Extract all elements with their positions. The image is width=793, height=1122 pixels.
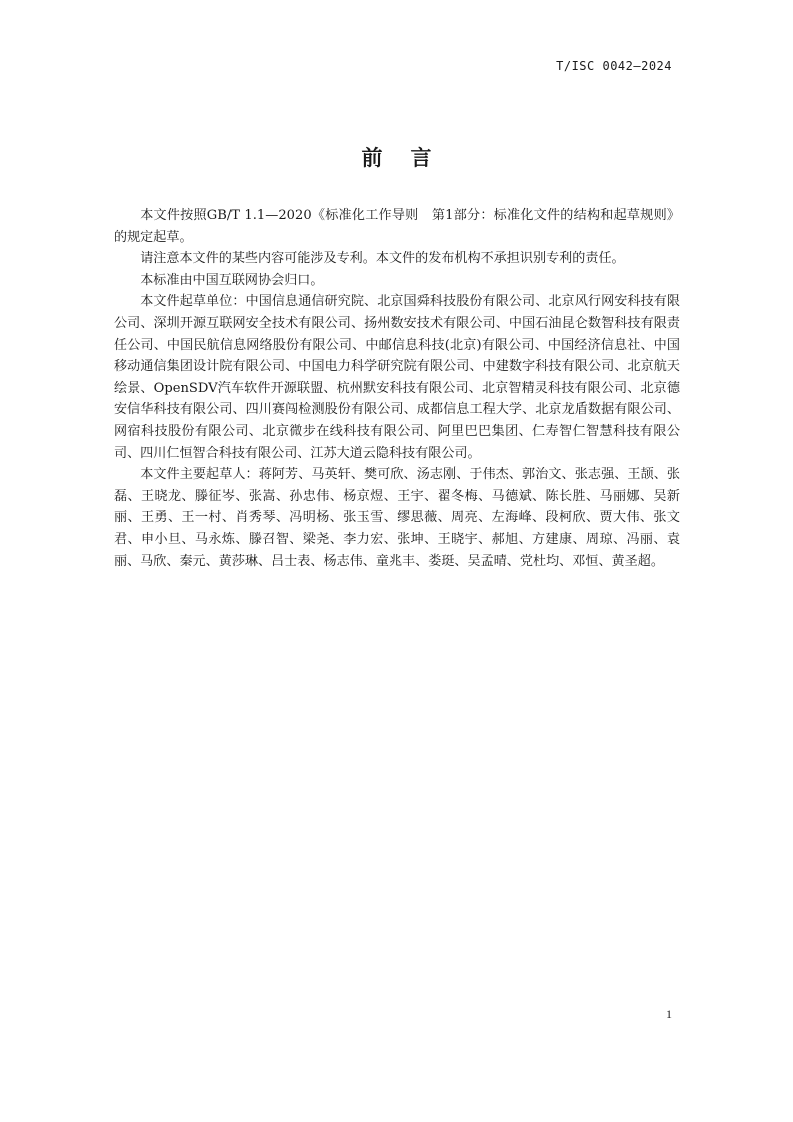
paragraph-drafting-organizations: 本文件起草单位：中国信息通信研究院、北京国舜科技股份有限公司、北京风行网安科技有限公司、深圳开源互联网安全技术有限公司、扬州数安技术有限公司、中国石油昆仑数智科技有限责任公司、中国民航信息网络股份有限公司、中邮信息科技(北京)有限公司、中国经济信息社、中国移动通信集团设计院有限公司、中国电力科学研究院有限公司、中建数字科技有限公司、北京航天绘景、OpenSDV汽车软件开源联盟、杭州默安科技有限公司、北京智精灵科技有限公司、北京德安信华科技有限公司、四川赛闯检测股份有限公司、成都信息工程大学、北京龙盾数据有限公司、网宿科技股份有限公司、北京微步在线科技有限公司、阿里巴巴集团、仁寿智仁智慧科技有限公司、四川仁恒智合科技有限公司、江苏大道云隐科技有限公司。 bbox=[114, 294, 680, 461]
standard-number: T/ISC 0042—2024 bbox=[556, 59, 672, 73]
paragraph-drafting-rules: 本文件按照GB/T 1.1—2020《标准化工作导则 第1部分：标准化文件的结构和起草规则》的规定起草。 bbox=[114, 208, 680, 245]
paragraph-drafters: 本文件主要起草人：蒋阿芳、马英轩、樊可欣、汤志刚、于伟杰、郭治文、张志强、王颉、张磊、王晓龙、滕征岑、张嵩、孙忠伟、杨京煜、王宇、翟冬梅、马德斌、陈长胜、马丽娜、吴新丽、王勇、王一村、肖秀琴、冯明杨、张玉雪、缪思薇、周亮、左海峰、段柯欣、贾大伟、张文君、申小旦、马永炼、滕召智、梁尧、李力宏、张坤、王晓宇、郝旭、方建康、周琼、冯丽、袁丽、马欣、秦元、黄莎琳、吕士表、杨志伟、童兆丰、娄珽、吴孟晴、党杜均、邓恒、黄圣超。 bbox=[114, 467, 680, 569]
paragraph-responsible-body: 本标准由中国互联网协会归口。 bbox=[140, 272, 324, 288]
foreword-body bbox=[114, 205, 680, 572]
paragraph-patent-notice: 请注意本文件的某些内容可能涉及专利。本文件的发布机构不承担识别专利的责任。 bbox=[140, 251, 625, 267]
page-number: 1 bbox=[666, 1007, 672, 1021]
page-title: 前言 bbox=[361, 146, 460, 170]
